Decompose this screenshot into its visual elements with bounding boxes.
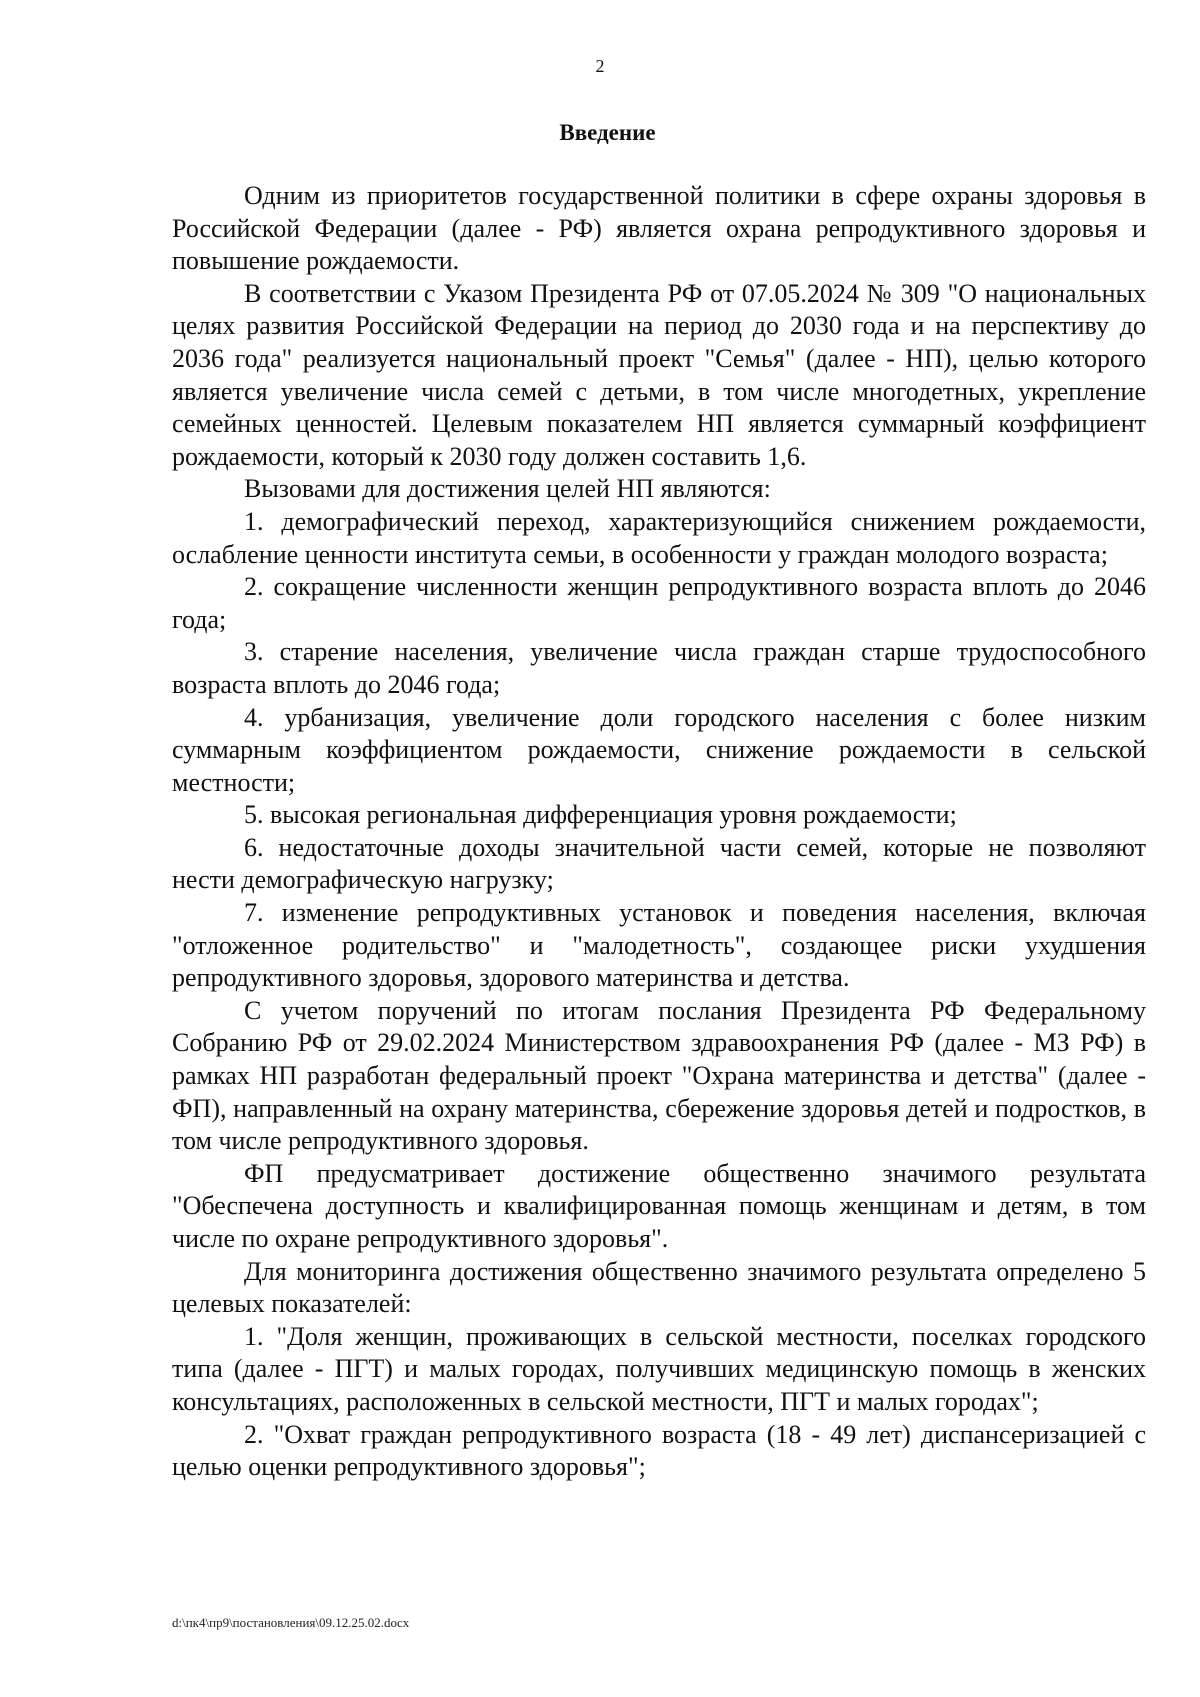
paragraph-intro: Одним из приоритетов государственной политики в сфере охраны здоровья в Российской Федерации (далее - РФ) является охрана репродуктивного здоровья и повышение рождаемости. [172, 181, 1146, 276]
file-path-footer: d:\пк4\пр9\постановления\09.12.25.02.docx [172, 1615, 410, 1630]
list-item-challenge-3: 3. старение населения, увеличение числа граждан старше трудоспособного возраста вплоть до 2046 года; [172, 637, 1146, 699]
list-item-indicator-1: 1. "Доля женщин, проживающих в сельской местности, поселках городского типа (далее - ПГТ) и малых городах, получивших медицинскую помощь в женских консультациях, расположенных в сельской местности, ПГТ и малых городах"; [172, 1321, 1146, 1416]
list-item-challenge-6: 6. недостаточные доходы значительной части семей, которые не позволяют нести демографическую нагрузку; [172, 832, 1146, 895]
paragraph-challenges-lead: Вызовами для достижения целей НП являются: [244, 474, 771, 504]
paragraph-result: ФП предусматривает достижение общественно значимого результата "Обеспечена доступность и квалифицированная помощь женщинам и детям, в том числе по охране репродуктивного здоровья". [172, 1158, 1146, 1253]
document-body [172, 180, 1146, 1484]
paragraph-monitoring: Для мониторинга достижения общественно значимого результата определено 5 целевых показателей: [172, 1256, 1146, 1319]
paragraph-federal-project: С учетом поручений по итогам послания Президента РФ Федеральному Собранию РФ от 29.02.2024 Министерством здравоохранения РФ (далее - МЗ РФ) в рамках НП разработан федеральный проект "Охрана материнства и детства" (далее - ФП), направленный на охрану материнства, сбережение здоровья детей и подростков, в том числе репродуктивного здоровья. [172, 995, 1146, 1156]
section-title: Введение [559, 120, 656, 145]
list-item-challenge-5: 5. высокая региональная дифференциация уровня рождаемости; [244, 800, 957, 830]
list-item-challenge-2: 2. сокращение численности женщин репродуктивного возраста вплоть до 2046 года; [172, 572, 1146, 634]
list-item-challenge-7: 7. изменение репродуктивных установок и поведения населения, включая "отложенное родительство" и "малодетность", создающее риски ухудшения репродуктивного здоровья, здорового материнства и детства. [172, 898, 1146, 993]
list-item-challenge-1: 1. демографический переход, характеризующийся снижением рождаемости, ослабление ценности института семьи, в особенности у граждан молодого возраста; [172, 506, 1146, 569]
paragraph-decree: В соответствии с Указом Президента РФ от 07.05.2024 № 309 "О национальных целях развития Российской Федерации на период до 2030 года и на перспективу до 2036 года" реализуется национальный проект "Семья" (далее - НП), целью которого является увеличение числа семей с детьми, в том числе многодетных, укрепление семейных ценностей. Целевым показателем НП является суммарный коэффициент рождаемости, который к 2030 году должен составить 1,6. [172, 278, 1146, 471]
page-number: 2 [595, 56, 605, 76]
list-item-challenge-4: 4. урбанизация, увеличение доли городского населения с более низким суммарным коэффициентом рождаемости, снижение рождаемости в сельской местности; [172, 702, 1146, 797]
list-item-indicator-2: 2. "Охват граждан репродуктивного возраста (18 - 49 лет) диспансеризацией с целью оценки репродуктивного здоровья"; [172, 1419, 1146, 1482]
